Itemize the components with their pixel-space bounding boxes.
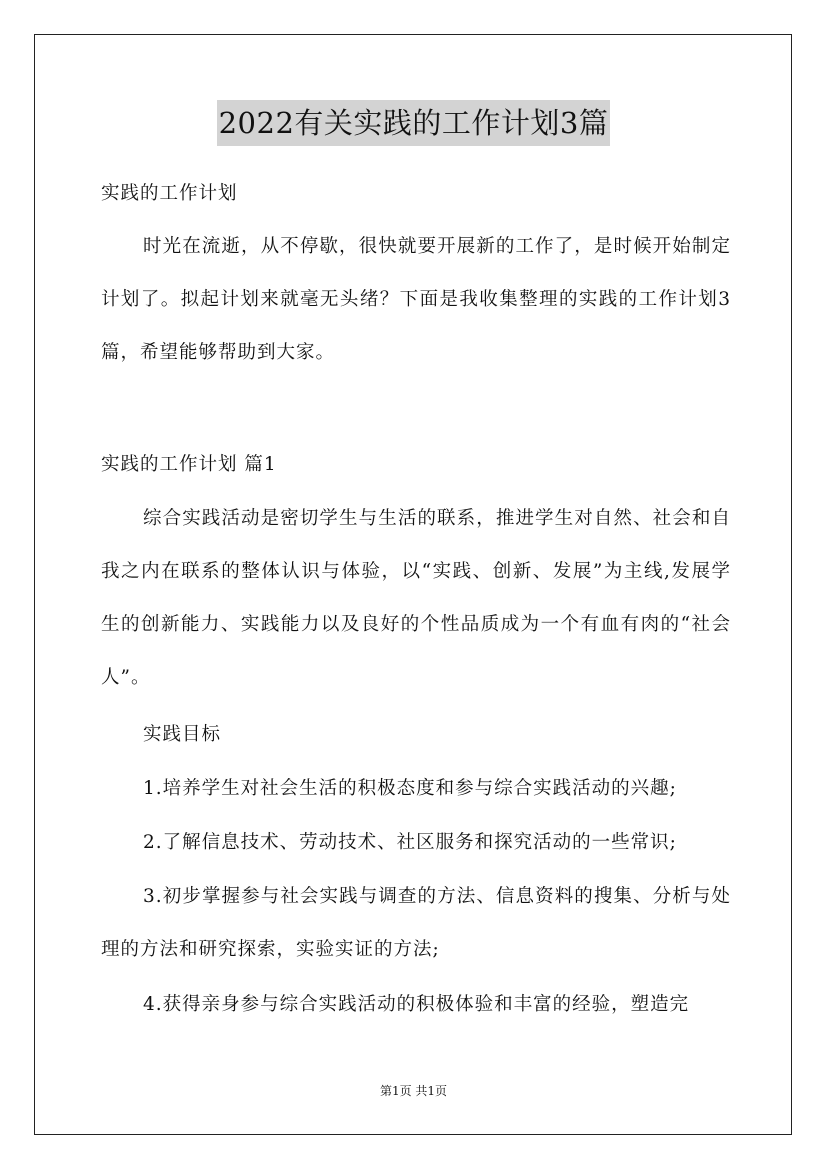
intro-paragraph: 时光在流逝，从不停歇，很快就要开展新的工作了，是时候开始制定计划了。拟起计划来就毫无头绪？下面是我收集整理的实践的工作计划3篇，希望能够帮助到大家。 <box>101 236 731 363</box>
list-item: 2.了解信息技术、劳动技术、社区服务和探究活动的一些常识; <box>143 832 677 853</box>
page-footer: 第1页 共1页 <box>379 1084 448 1098</box>
section-label: 实践的工作计划 <box>101 183 238 204</box>
list-item: 4.获得亲身参与综合实践活动的积极体验和丰富的经验，塑造完 <box>143 994 690 1015</box>
body-paragraph: 综合实践活动是密切学生与生活的联系，推进学生对自然、社会和自我之内在联系的整体认识与体验，以“实践、创新、发展”为主线,发展学生的创新能力、实践能力以及良好的个性品质成为一个有血有肉的“社会人”。 <box>101 508 731 688</box>
list-item: 1.培养学生对社会生活的积极态度和参与综合实践活动的兴趣; <box>143 778 677 799</box>
subheading: 实践目标 <box>143 724 222 745</box>
document-title: 2022有关实践的工作计划3篇 <box>217 100 611 146</box>
list-item: 3.初步掌握参与社会实践与调查的方法、信息资料的搜集、分析与处理的方法和研究探索，实验实证的方法; <box>101 886 731 960</box>
title-container <box>0 100 827 146</box>
section-heading: 实践的工作计划 篇1 <box>101 454 277 475</box>
